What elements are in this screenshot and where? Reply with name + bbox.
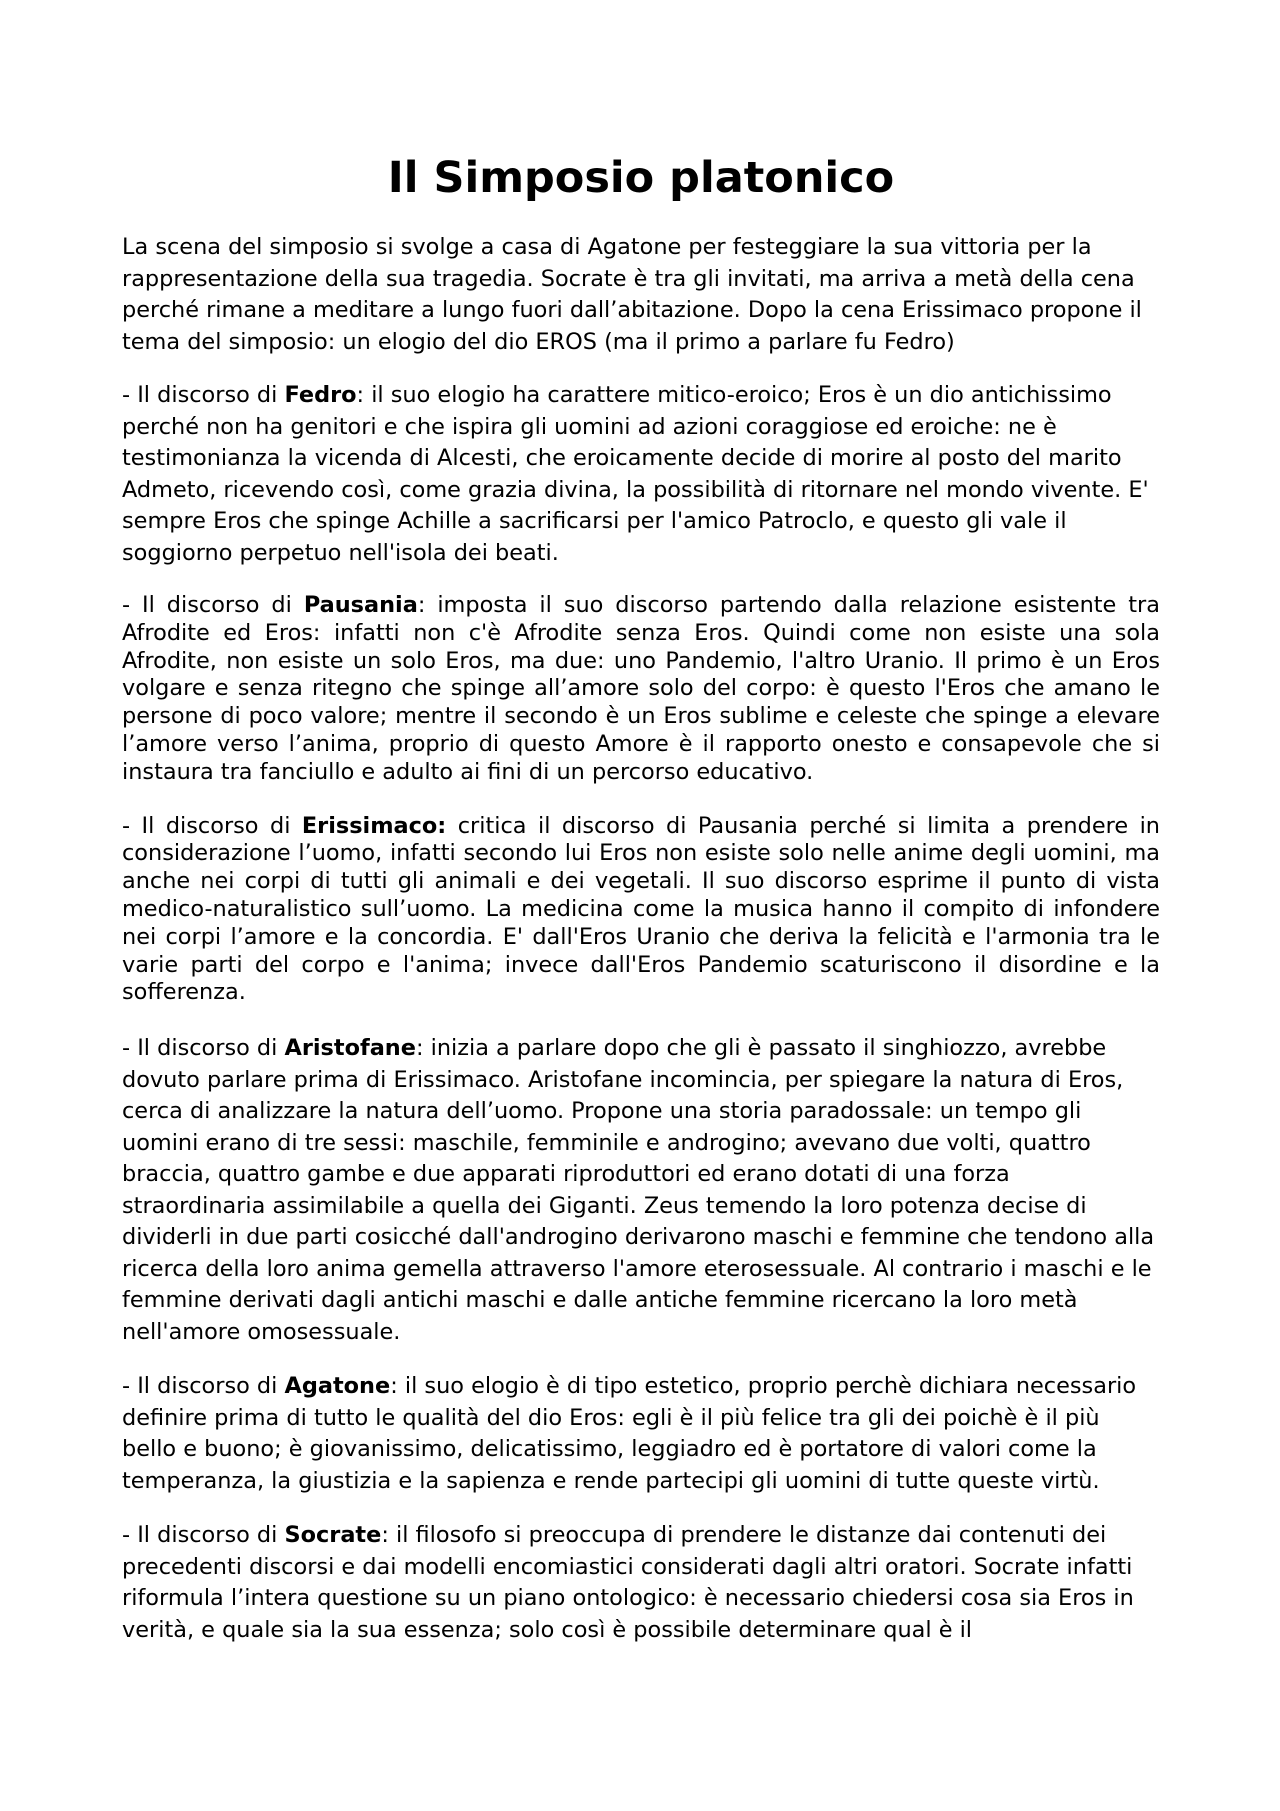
speaker-name: Erissimaco: [301, 812, 447, 839]
document-page [122, 148, 1160, 1646]
intro-paragraph: La scena del simposio si svolge a casa di Agatone per festeggiare la sua vittoria per la rappresentazione della sua tragedia. Socrate è tra gli invitati, ma arriva a metà della cena perché rimane a meditare a lungo fuori dall’abitazione. Dopo la cena Erissimaco propone il tema del simposio: un elogio del dio EROS (ma il primo a parlare fu Fedro) [122, 234, 1142, 355]
speaker-name: Agatone [284, 1373, 391, 1400]
document-title: Il Simposio platonico [387, 153, 895, 203]
section-fedro [122, 380, 1160, 569]
section-text: : il suo elogio ha carattere mitico-eroico; Eros è un dio antichissimo perché non ha genitori e che ispira gli uomini ad azioni coraggiose ed eroiche: ne è testimonianza la vicenda di Alcesti, che eroicamente decide di morire al posto del marito Admeto, ricevendo così, come grazia divina, la possibilità di ritornare nel mondo vivente. E' sempre Eros che spinge Achille a sacrificarsi per l'amico Patroclo, e questo gli vale il soggiorno perpetuo nell'isola dei beati. [122, 382, 1149, 566]
section-prefix: - Il discorso di [122, 1373, 285, 1400]
speaker-name: Socrate [284, 1522, 382, 1549]
speaker-name: Pausania [303, 592, 418, 618]
section-prefix: - Il discorso di [122, 592, 304, 618]
section-text: critica il discorso di Pausania perché si limita a prendere in considerazione l’uomo, infatti secondo lui Eros non esiste solo nelle anime degli uomini, ma anche nei corpi di tutti gli animali e dei vegetali. Il suo discorso esprime il punto di vista medico-naturalistico sull’uomo. La medicina come la musica hanno il compito di infondere nei corpi l’amore e la concordia. E' dall'Eros Uranio che deriva la felicità e l'armonia tra le varie parti del corpo e l'anima; invece dall'Eros Pandemio scaturiscono il disordine e la sofferenza. [122, 812, 1160, 1006]
section-text: : imposta il suo discorso partendo dalla relazione esistente tra Afrodite ed Eros: infatti non c'è Afrodite senza Eros. Quindi come non esiste una sola Afrodite, non esiste un solo Eros, ma due: uno Pandemio, l'altro Uranio. Il primo è un Eros volgare e senza ritegno che spinge all’amore solo del corpo: è questo l'Eros che amano le persone di poco valore; mentre il secondo è un Eros sublime e celeste che spinge a elevare l’amore verso l’anima, proprio di questo Amore è il rapporto onesto e consapevole che si instaura tra fanciullo e adulto ai fini di un percorso educativo. [122, 592, 1160, 785]
section-erissimaco [122, 813, 1160, 1008]
section-prefix: - Il discorso di [122, 382, 285, 408]
speaker-name: Fedro [284, 382, 357, 408]
section-agatone [122, 1371, 1160, 1497]
section-prefix: - Il discorso di [122, 812, 302, 839]
section-prefix: - Il discorso di [122, 1035, 285, 1062]
section-text: : inizia a parlare dopo che gli è passato il singhiozzo, avrebbe dovuto parlare prima di Erissimaco. Aristofane incomincia, per spiegare la natura di Eros, cerca di analizzare la natura dell’uomo. Propone una storia paradossale: un tempo gli uomini erano di tre sessi: maschile, femminile e androgino; avevano due volti, quattro braccia, quattro gambe e due apparati riproduttori ed erano dotati di una forza straordinaria assimilabile a quella dei Giganti. Zeus temendo la loro potenza decise di dividerli in due parti cosicché dall'androgino derivarono maschi e femmine che tendono alla ricerca della loro anima gemella attraverso l'amore eterosessuale. Al contrario i maschi e le femmine derivati dagli antichi maschi e dalle antiche femmine ricercano la loro metà nell'amore omosessuale. [122, 1035, 1155, 1345]
speaker-name: Aristofane [284, 1035, 416, 1062]
section-pausania [122, 592, 1160, 787]
section-aristofane [122, 1033, 1160, 1348]
section-text: : il suo elogio è di tipo estetico, proprio perchè dichiara necessario definire prima di tutto le qualità del dio Eros: egli è il più felice tra gli dei poichè è il più bello e buono; è giovanissimo, delicatissimo, leggiadro ed è portatore di valori come la temperanza, la giustizia e la sapienza e rende partecipi gli uomini di tutte queste virtù. [122, 1373, 1137, 1494]
section-prefix: - Il discorso di [122, 1522, 285, 1549]
section-text: : il filosofo si preoccupa di prendere le distanze dai contenuti dei precedenti discorsi e dai modelli encomiastici considerati dagli altri oratori. Socrate infatti riformula l’intera questione su un piano ontologico: è necessario chiedersi cosa sia Eros in verità, e quale sia la sua essenza; solo così è possibile determinare qual è il [122, 1522, 1134, 1643]
section-socrate [122, 1520, 1160, 1646]
